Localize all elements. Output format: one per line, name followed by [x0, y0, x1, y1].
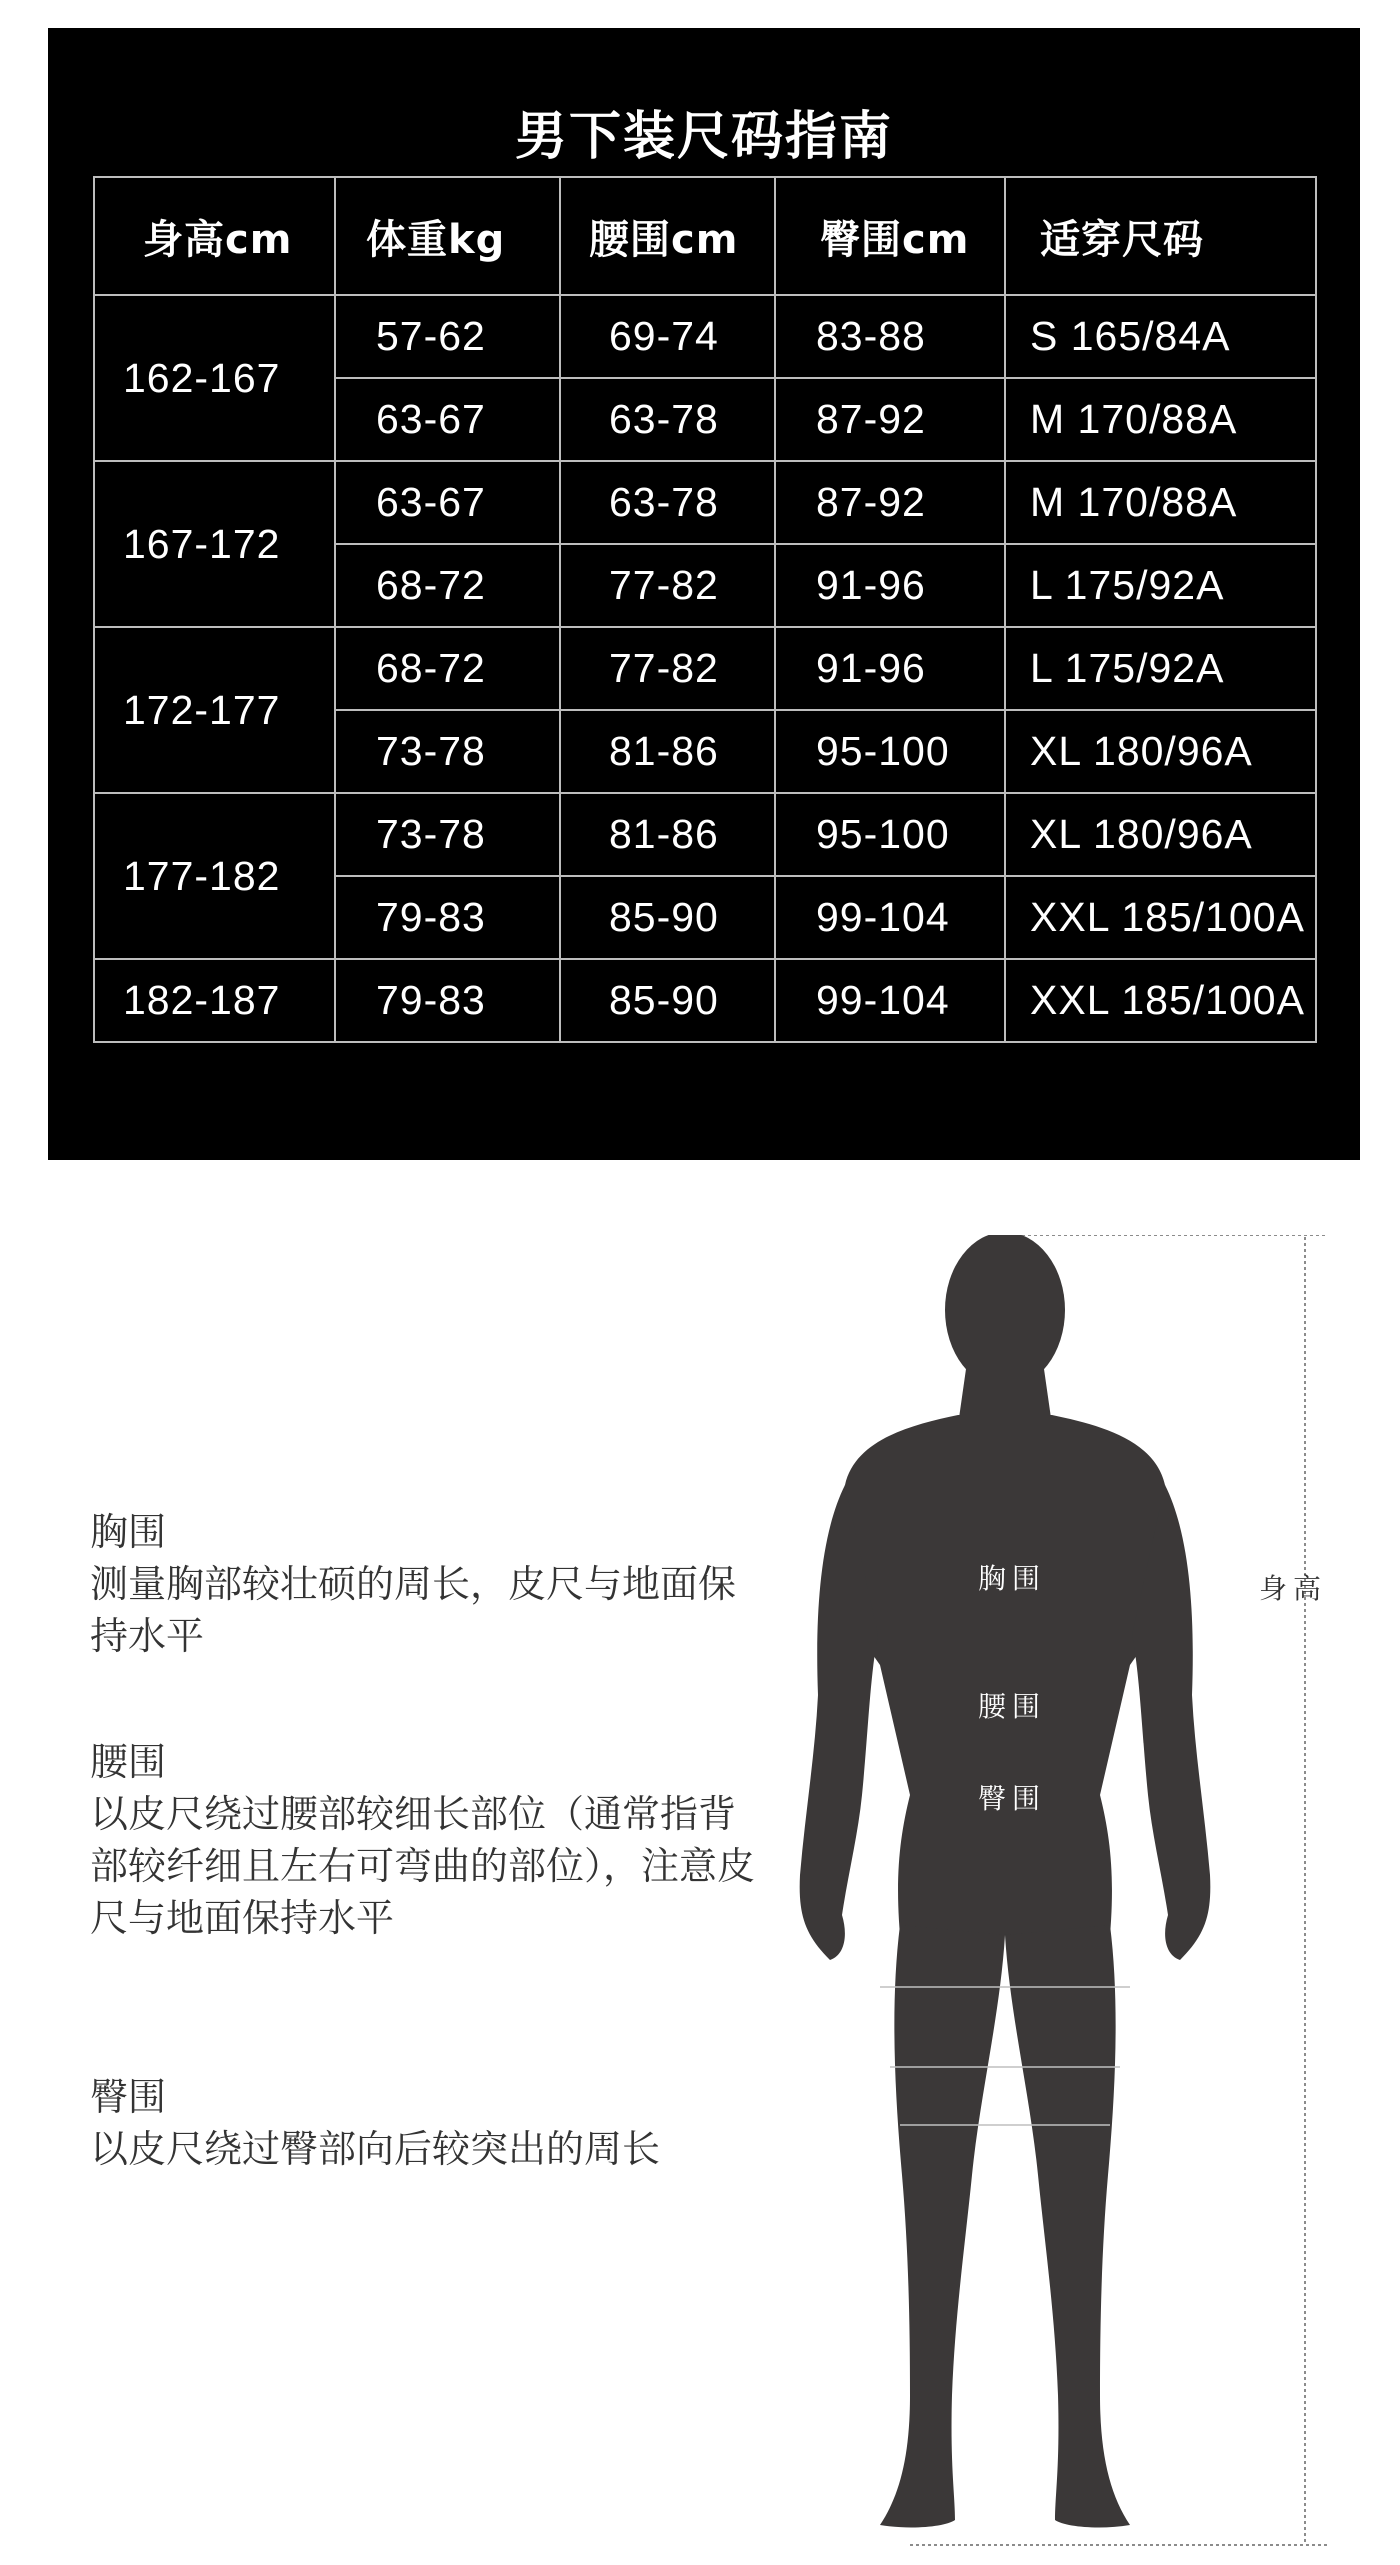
size-cell	[1005, 793, 1316, 876]
height-value: 162-167	[123, 354, 281, 401]
body-silhouette	[760, 1235, 1400, 2555]
weight-cell	[335, 461, 560, 544]
hip-cell	[775, 710, 1005, 793]
hip-value: 95-100	[816, 728, 950, 774]
waist-cell	[560, 378, 775, 461]
size-value: L 175/92A	[1030, 562, 1225, 608]
header-size	[1005, 177, 1316, 295]
waist-value: 69-74	[609, 313, 719, 359]
hip-cell	[775, 378, 1005, 461]
size-cell	[1005, 876, 1316, 959]
waist-value: 81-86	[609, 728, 719, 774]
table-row	[94, 295, 1316, 378]
weight-value: 79-83	[376, 894, 486, 940]
height-value: 167-172	[123, 520, 281, 567]
table-row	[94, 627, 1316, 710]
hip-cell	[775, 959, 1005, 1042]
waist-note-text: 以皮尺绕过腰部较细长部位（通常指背部较纤细且左右可弯曲的部位），注意皮尺与地面保持水平	[90, 1792, 756, 1940]
hip-cell	[775, 461, 1005, 544]
size-cell	[1005, 959, 1316, 1042]
hip-figure-label: 臀围	[978, 1782, 1047, 1815]
weight-cell	[335, 710, 560, 793]
height-value: 182-187	[123, 977, 281, 1023]
height-value: 172-177	[123, 686, 281, 733]
height-cell	[94, 627, 335, 793]
chest-figure-label: 胸围	[978, 1562, 1047, 1595]
size-cell	[1005, 378, 1316, 461]
weight-value: 79-83	[376, 977, 486, 1023]
waist-value: 77-82	[609, 562, 719, 608]
size-value: M 170/88A	[1030, 479, 1238, 525]
size-cell	[1005, 627, 1316, 710]
size-value: XL 180/96A	[1030, 811, 1253, 857]
header-weight	[335, 177, 560, 295]
size-cell	[1005, 544, 1316, 627]
weight-value: 68-72	[376, 645, 486, 691]
hip-note-title: 臀围	[90, 2075, 167, 2119]
header-height-label: 身高cm	[143, 216, 293, 263]
header-height	[94, 177, 335, 295]
size-chart-panel	[48, 28, 1360, 1160]
size-table	[93, 176, 1317, 1043]
hip-value: 83-88	[816, 313, 926, 359]
waist-cell	[560, 876, 775, 959]
header-weight-label: 体重kg	[366, 216, 506, 263]
waist-cell	[560, 544, 775, 627]
weight-value: 68-72	[376, 562, 486, 608]
hip-cell	[775, 876, 1005, 959]
weight-value: 73-78	[376, 811, 486, 857]
waist-value: 77-82	[609, 645, 719, 691]
header-hip	[775, 177, 1005, 295]
chest-note-title: 胸围	[90, 1510, 167, 1554]
header-size-label: 适穿尺码	[1040, 216, 1204, 263]
table-row	[94, 793, 1316, 876]
height-cell	[94, 461, 335, 627]
waist-note-title: 腰围	[90, 1740, 167, 1784]
height-cell	[94, 793, 335, 959]
header-hip-label: 臀围cm	[820, 216, 970, 263]
waist-note	[90, 1736, 770, 1944]
table-row	[94, 959, 1316, 1042]
size-value: M 170/88A	[1030, 396, 1238, 442]
hip-cell	[775, 793, 1005, 876]
height-value: 177-182	[123, 852, 281, 899]
waist-value: 85-90	[609, 894, 719, 940]
height-figure-label: 身高	[1259, 1572, 1328, 1605]
hip-value: 95-100	[816, 811, 950, 857]
hip-value: 99-104	[816, 894, 950, 940]
waist-cell	[560, 627, 775, 710]
weight-cell	[335, 378, 560, 461]
waist-value: 81-86	[609, 811, 719, 857]
waist-cell	[560, 793, 775, 876]
hip-value: 91-96	[816, 645, 926, 691]
size-value: XXL 185/100A	[1030, 977, 1305, 1023]
hip-cell	[775, 627, 1005, 710]
header-waist-label: 腰围cm	[589, 216, 739, 263]
weight-cell	[335, 627, 560, 710]
waist-cell	[560, 959, 775, 1042]
hip-value: 99-104	[816, 977, 950, 1023]
size-cell	[1005, 461, 1316, 544]
hip-cell	[775, 544, 1005, 627]
weight-cell	[335, 876, 560, 959]
waist-figure-label: 腰围	[978, 1690, 1047, 1723]
size-value: S 165/84A	[1030, 313, 1231, 359]
hip-value: 87-92	[816, 479, 926, 525]
body-figure	[760, 1235, 1400, 2555]
weight-cell	[335, 793, 560, 876]
waist-cell	[560, 710, 775, 793]
weight-cell	[335, 959, 560, 1042]
hip-cell	[775, 295, 1005, 378]
weight-cell	[335, 544, 560, 627]
table-row	[94, 461, 1316, 544]
size-chart-title: 男下装尺码指南	[514, 107, 893, 167]
weight-value: 63-67	[376, 396, 486, 442]
header-waist	[560, 177, 775, 295]
size-cell	[1005, 295, 1316, 378]
size-value: XXL 185/100A	[1030, 894, 1305, 940]
waist-value: 63-78	[609, 479, 719, 525]
size-value: XL 180/96A	[1030, 728, 1253, 774]
size-value: L 175/92A	[1030, 645, 1225, 691]
hip-note	[90, 2071, 770, 2175]
weight-value: 63-67	[376, 479, 486, 525]
weight-value: 57-62	[376, 313, 486, 359]
hip-value: 91-96	[816, 562, 926, 608]
waist-value: 63-78	[609, 396, 719, 442]
weight-cell	[335, 295, 560, 378]
weight-value: 73-78	[376, 728, 486, 774]
waist-cell	[560, 461, 775, 544]
silhouette-shape	[800, 1235, 1211, 2527]
chest-note	[90, 1506, 770, 1662]
waist-cell	[560, 295, 775, 378]
waist-value: 85-90	[609, 977, 719, 1023]
height-cell	[94, 295, 335, 461]
hip-value: 87-92	[816, 396, 926, 442]
height-cell	[94, 959, 335, 1042]
hip-note-text: 以皮尺绕过臀部向后较突出的周长	[90, 2127, 661, 2171]
chest-note-text: 测量胸部较壮硕的周长，皮尺与地面保持水平	[90, 1562, 737, 1658]
size-cell	[1005, 710, 1316, 793]
table-header-row	[94, 177, 1316, 295]
